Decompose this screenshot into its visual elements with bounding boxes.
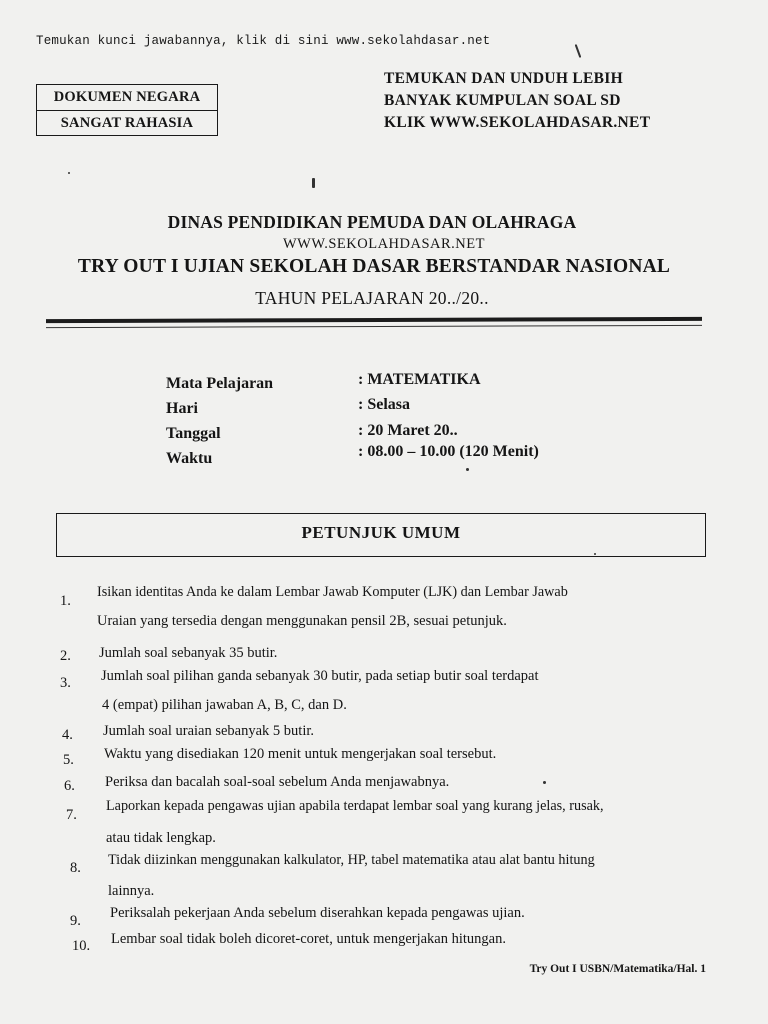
instruction-number: 4. (62, 727, 73, 743)
instruction-number: 3. (60, 675, 71, 691)
info-label-time: Waktu (166, 450, 213, 467)
instruction-text: Jumlah soal uraian sebanyak 5 butir. (103, 723, 315, 739)
info-label-day: Hari (166, 400, 198, 417)
instruction-number: 5. (63, 752, 74, 768)
promo-block (384, 68, 650, 134)
instruction-text: Periksalah pekerjaan Anda sebelum diserahkan kepada pengawas ujian. (110, 905, 525, 921)
scan-mark (68, 172, 70, 174)
classification-line-2: SANGAT RAHASIA (37, 110, 217, 136)
scan-mark (312, 178, 315, 188)
scan-mark (575, 44, 582, 58)
instruction-text: Tidak diizinkan menggunakan kalkulator, HP, tabel matematika atau alat bantu hitung (108, 852, 595, 868)
info-value-time: : 08.00 – 10.00 (120 Menit) (358, 443, 539, 460)
instruction-number: 9. (70, 913, 81, 929)
info-label-subject: Mata Pelajaran (166, 375, 274, 392)
promo-line-2: BANYAK KUMPULAN SOAL SD (384, 92, 621, 109)
scan-mark (594, 553, 596, 555)
instruction-number: 2. (60, 648, 71, 664)
info-value-date: : 20 Maret 20.. (358, 422, 458, 439)
instruction-text-cont: 4 (empat) pilihan jawaban A, B, C, dan D. (102, 697, 347, 713)
instruction-text: Lembar soal tidak boleh dicoret-coret, untuk mengerjakan hitungan. (111, 931, 506, 947)
scan-mark (466, 468, 469, 471)
top-note: Temukan kunci jawabannya, klik di sini www.sekolahdasar.net (36, 34, 491, 48)
instruction-text-cont: Uraian yang tersedia dengan menggunakan pensil 2B, sesuai petunjuk. (97, 613, 507, 629)
page-footer: Try Out I USBN/Matematika/Hal. 1 (529, 963, 706, 975)
exam-title: TRY OUT I UJIAN SEKOLAH DASAR BERSTANDAR NASIONAL (77, 256, 671, 277)
section-title-box (56, 513, 706, 557)
instruction-text: Laporkan kepada pengawas ujian apabila terdapat lembar soal yang kurang jelas, rusak, (106, 798, 604, 814)
agency-heading: DINAS PENDIDIKAN PEMUDA DAN OLAHRAGA (167, 212, 577, 232)
section-title: PETUNJUK UMUM (301, 523, 461, 542)
promo-line-3: KLIK WWW.SEKOLAHDASAR.NET (384, 114, 651, 131)
website-heading: WWW.SEKOLAHDASAR.NET (283, 236, 485, 252)
instruction-number: 1. (60, 593, 71, 609)
instruction-text-cont: lainnya. (108, 883, 155, 899)
header-rule-thick (46, 317, 702, 323)
instruction-text: Isikan identitas Anda ke dalam Lembar Jawab Komputer (LJK) dan Lembar Jawab (97, 584, 568, 600)
instruction-text: Jumlah soal pilihan ganda sebanyak 30 butir, pada setiap butir soal terdapat (101, 668, 539, 684)
info-value-day: : Selasa (358, 396, 410, 413)
info-label-date: Tanggal (166, 425, 221, 442)
instruction-number: 6. (64, 778, 75, 794)
instruction-number: 10. (72, 938, 91, 954)
classification-box (36, 84, 218, 136)
instruction-number: 8. (70, 860, 81, 876)
academic-year: TAHUN PELAJARAN 20../20.. (255, 288, 489, 308)
instruction-text: Jumlah soal sebanyak 35 butir. (99, 645, 278, 661)
classification-line-1: DOKUMEN NEGARA (53, 89, 201, 105)
info-value-subject: : MATEMATIKA (358, 371, 481, 388)
header-rule-thin (46, 325, 702, 328)
instruction-number: 7. (66, 807, 77, 823)
promo-line-1: TEMUKAN DAN UNDUH LEBIH (384, 70, 623, 87)
instruction-text-cont: atau tidak lengkap. (106, 830, 216, 846)
instruction-text: Waktu yang disediakan 120 menit untuk mengerjakan soal tersebut. (104, 746, 497, 762)
instruction-text: Periksa dan bacalah soal-soal sebelum Anda menjawabnya. (105, 774, 450, 790)
scan-mark (543, 781, 546, 784)
